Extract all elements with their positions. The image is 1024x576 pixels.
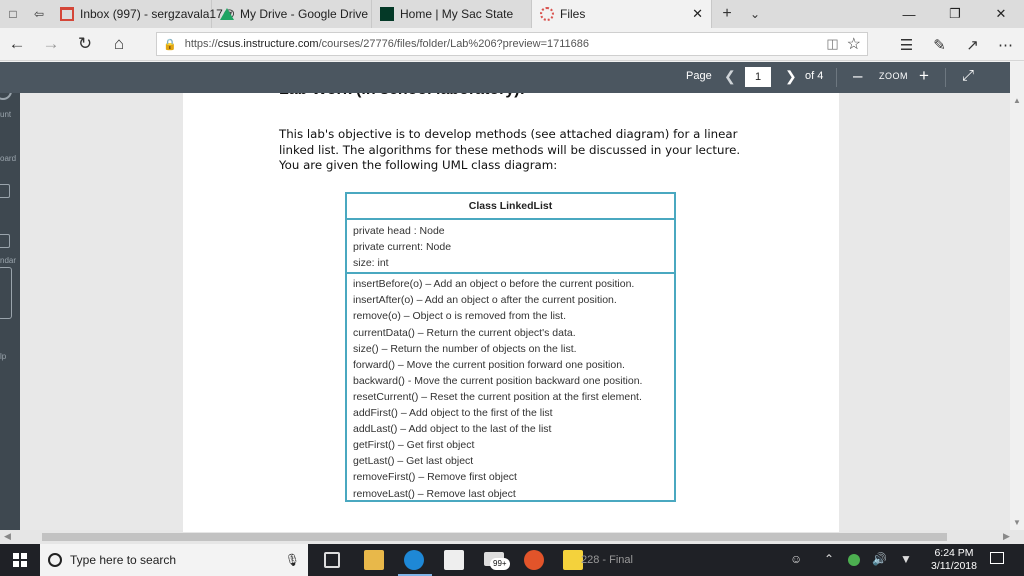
page-label: Page xyxy=(686,70,712,82)
search-placeholder: Type here to search xyxy=(70,553,177,567)
vertical-scrollbar[interactable] xyxy=(1010,62,1024,530)
uml-class-title: Class LinkedList xyxy=(347,194,674,220)
sac-state-icon xyxy=(380,7,394,21)
nav-account-label[interactable]: unt xyxy=(0,110,12,119)
refresh-icon[interactable]: ↻ xyxy=(77,34,93,53)
uml-method: removeLast() – Remove last object xyxy=(353,487,516,500)
back-icon[interactable]: ← xyxy=(8,34,26,53)
url-path: /courses/27776/files/folder/Lab%206?preview=1711686 xyxy=(318,38,590,50)
chevron-down-icon[interactable]: ⌄ xyxy=(749,7,761,21)
system-clock[interactable] xyxy=(924,547,984,573)
uml-method: addLast() – Add object to the last of the list xyxy=(353,423,552,436)
pdf-page xyxy=(183,62,839,532)
network-icon[interactable]: ▼ xyxy=(900,552,912,566)
google-drive-icon xyxy=(220,8,234,20)
nav-help-label[interactable]: lp xyxy=(0,352,7,361)
navigation-bar xyxy=(0,28,1024,61)
tab-bar xyxy=(0,0,1024,28)
zoom-label: ZOOM xyxy=(879,71,908,81)
tab-title: Home | My Sac State xyxy=(400,7,514,21)
uml-method: insertBefore(o) – Add an object o before the current position. xyxy=(353,278,635,291)
share-icon[interactable]: ↗ xyxy=(966,36,979,54)
document-viewer xyxy=(0,62,1024,530)
pdf-toolbar xyxy=(0,62,1010,93)
home-icon[interactable]: ⌂ xyxy=(113,34,125,53)
uml-attribute: private head : Node xyxy=(353,225,445,237)
nav-dashboard-label[interactable]: oard xyxy=(0,154,17,163)
tab-inbox[interactable] xyxy=(52,0,235,28)
microphone-icon[interactable]: 🎙 xyxy=(284,553,300,567)
uml-method: addFirst() – Add object to the first of the list xyxy=(353,407,553,420)
scroll-down-icon[interactable]: ▼ xyxy=(1013,518,1021,527)
mail-badge: 99+ xyxy=(490,558,510,570)
close-window-icon[interactable]: ✕ xyxy=(995,6,1007,21)
document-window-icon[interactable] xyxy=(563,550,583,570)
task-view-icon[interactable] xyxy=(324,552,340,568)
uml-attribute: size: int xyxy=(353,257,389,270)
url-prefix: https:// xyxy=(184,38,218,50)
clock-time: 6:24 PM xyxy=(934,547,974,559)
taskbar xyxy=(0,544,1024,576)
nav-calendar-label[interactable]: ndar xyxy=(0,256,17,265)
action-center-icon[interactable] xyxy=(990,552,1004,564)
tab-google-drive[interactable] xyxy=(212,0,372,28)
uml-method: currentData() – Return the current object's data. xyxy=(353,326,576,339)
fullscreen-icon[interactable]: ⤢ xyxy=(962,67,975,84)
calendar-icon[interactable] xyxy=(0,234,20,248)
window-label[interactable]: 228 - Final xyxy=(581,554,633,566)
uml-attributes xyxy=(347,220,674,274)
scroll-left-icon[interactable]: ◀ xyxy=(4,531,11,541)
scrollbar-thumb[interactable] xyxy=(42,533,947,541)
scroll-up-icon[interactable]: ▲ xyxy=(1013,96,1021,105)
uml-method: remove(o) – Object o is removed from the list. xyxy=(353,310,566,323)
uml-methods xyxy=(347,274,674,501)
cortana-icon xyxy=(48,553,62,567)
store-icon[interactable] xyxy=(444,550,464,570)
canvas-global-nav xyxy=(0,62,20,530)
address-bar[interactable] xyxy=(156,32,868,56)
uml-class-diagram xyxy=(345,192,676,502)
file-explorer-icon[interactable] xyxy=(364,550,384,570)
clock-date: 3/11/2018 xyxy=(931,560,977,572)
minimize-icon[interactable]: — xyxy=(902,6,916,22)
next-page-icon[interactable]: ❯ xyxy=(785,68,797,84)
scroll-right-icon[interactable]: ▶ xyxy=(1003,531,1010,541)
uml-method: resetCurrent() – Reset the current position at the first element. xyxy=(353,390,642,403)
uml-method: removeFirst() – Remove first object xyxy=(353,471,517,484)
app-tray-icon[interactable] xyxy=(848,554,860,566)
tab-my-sac-state[interactable] xyxy=(372,0,532,28)
forward-icon[interactable]: → xyxy=(42,34,60,53)
tab-title: Files xyxy=(560,7,586,21)
horizontal-scrollbar[interactable] xyxy=(0,530,1024,544)
uml-method: getFirst() – Get first object xyxy=(353,439,475,452)
restore-icon[interactable]: ❐ xyxy=(949,6,961,21)
uml-method: forward() – Move the current position forward one position. xyxy=(353,358,625,371)
tab-files[interactable] xyxy=(532,0,712,28)
loading-icon xyxy=(540,7,554,21)
firefox-icon[interactable] xyxy=(524,550,544,570)
intro-paragraph: This lab's objective is to develop methods (see attached diagram) for a linear linked list. The algorithms for these methods will be discussed in your lecture. You are given the following UML class diagram: xyxy=(279,127,741,172)
edge-browser-icon[interactable] xyxy=(404,550,424,570)
divider xyxy=(945,68,946,87)
uml-attribute: private current: Node xyxy=(353,241,452,254)
windows-start-icon[interactable] xyxy=(0,544,40,576)
taskbar-search-box[interactable] xyxy=(40,544,308,576)
more-icon[interactable]: ⋯ xyxy=(998,36,1013,54)
tab-title: My Drive - Google Drive xyxy=(240,7,369,21)
tab-preview-icon[interactable]: □ xyxy=(9,7,17,21)
courses-icon[interactable] xyxy=(0,184,20,198)
uml-method: insertAfter(o) – Add an object o after the current position. xyxy=(353,294,617,307)
uml-method: size() – Return the number of objects on the list. xyxy=(353,342,577,355)
page-number-input[interactable]: 1 xyxy=(745,67,771,87)
previous-page-icon[interactable]: ❮ xyxy=(724,68,736,84)
favorites-hub-icon[interactable]: ☰ xyxy=(899,36,914,54)
set-aside-tabs-icon[interactable]: ⇦ xyxy=(33,7,45,21)
people-icon[interactable]: ☺ xyxy=(790,552,803,566)
close-tab-icon[interactable]: ✕ xyxy=(692,6,703,21)
url-host: csus.instructure.com xyxy=(217,38,319,50)
lock-icon: 🔒 xyxy=(163,38,177,51)
uml-method: getLast() – Get last object xyxy=(353,455,474,468)
inbox-icon[interactable] xyxy=(0,267,20,319)
reading-view-icon[interactable]: ◫ xyxy=(826,36,839,51)
volume-icon[interactable]: 🔊 xyxy=(872,552,887,566)
zoom-in-icon[interactable]: + xyxy=(919,66,929,85)
favorite-star-icon[interactable]: ☆ xyxy=(846,36,861,53)
gmail-icon xyxy=(60,7,74,21)
divider xyxy=(836,68,837,87)
new-tab-icon[interactable]: + xyxy=(722,5,732,22)
tab-title: Inbox (997) - sergzavala17@ xyxy=(80,7,235,21)
web-note-icon[interactable]: ✎ xyxy=(933,36,946,54)
zoom-out-icon[interactable]: – xyxy=(853,66,863,85)
page-total: of 4 xyxy=(805,70,824,82)
chevron-up-icon[interactable]: ⌃ xyxy=(824,552,835,566)
uml-method: backward() - Move the current position backward one position. xyxy=(353,374,643,387)
